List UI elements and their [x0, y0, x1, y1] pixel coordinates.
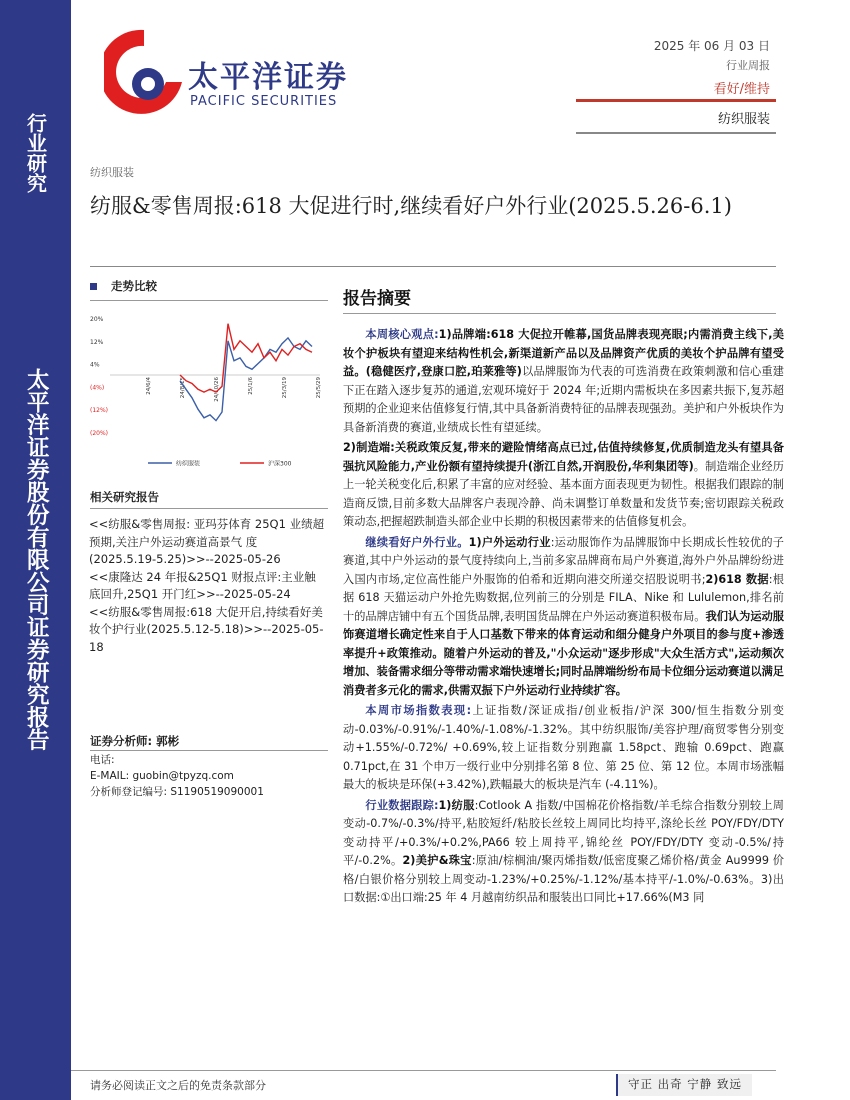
y-tick-label: (12%) [90, 407, 109, 415]
trend-heading-label: 走势比较 [111, 279, 157, 293]
y-tick-label: 4% [90, 361, 100, 369]
x-tick-label: 24/8/15 [180, 377, 186, 399]
left-sidebar [0, 0, 71, 1100]
logo-name-cn: 太平洋证券 [188, 60, 348, 95]
paragraph-outdoor [343, 534, 784, 701]
core-view-label: 本周核心观点: [365, 328, 439, 341]
x-tick-label: 25/3/19 [282, 377, 288, 399]
paragraph-data [343, 797, 784, 908]
outdoor-bold-3: 我们认为运动服饰赛道增长确定性来自于人口基数下带来的体育运动和细分健身户外项目的参与度+渗透率提升+政策推动。随着户外运动的普及,"小众运动"逐步形成"大众生活方式",运动频次增加、装备需求细分等带动需求端快速增长;同时品牌端纷纷布局卡位细分运动赛道以满足消费者多元化的需求,供需双振下户外运动行业持续扩容。 [343, 609, 784, 697]
title-divider [90, 266, 776, 267]
manufacturing-bold: 2)制造端:关税政策反复,带来的避险情绪高点已过,估值持续修复,优质制造龙头有望具备强抗风险能力,产业份额有望持续提升(浙江自然,开润股份,华利集团等) [343, 441, 784, 473]
square-bullet-icon [90, 283, 97, 290]
related-report-item[interactable]: <<纺服&零售周报: 亚玛芬体育 25Q1 业绩超预期,关注户外运动赛道高景气 度 (2025.5.19-5.25)>>--2025-05-26 [89, 517, 325, 566]
y-tick-label: (20%) [90, 430, 109, 437]
header-divider [576, 132, 776, 134]
paragraph-market [343, 702, 784, 795]
series-line [180, 338, 312, 421]
outdoor-bold-1: 1)户外运动行业 [468, 535, 551, 549]
x-tick-label: 24/10/26 [214, 377, 220, 402]
data-text-2: :原油/棕榈油/聚丙烯指数/低密度聚乙烯价格/黄金 Au9999 价格/白银价格分别较上周变动-1.23%/+0.25%/-1.12%/基本持平/-1.0%/-0.63%。3)出口数据:①出口端:25 年 4 月越南纺织品和服装出口同比+17.66%(M3 同 [343, 854, 784, 904]
y-tick-label: 20% [90, 316, 104, 323]
report-type: 行业周报 [726, 59, 770, 72]
related-report-item[interactable]: <<纺服&零售周报:618 大促开启,持续看好美妆个护行业(2025.5.12-5.18)>>--2025-05-18 [89, 604, 324, 654]
analyst-email[interactable]: E-MAIL: guobin@tpyzq.com [90, 770, 234, 782]
outdoor-bold-2: 2)618 数据 [705, 572, 769, 586]
analyst-info [90, 752, 264, 800]
related-divider [90, 508, 328, 509]
y-tick-label: 12% [90, 338, 104, 346]
paragraph-core-view [343, 326, 784, 437]
summary-body [343, 326, 784, 910]
footer-motto: 守正 出奇 宁静 致远 [616, 1074, 752, 1096]
summary-heading: 报告摘要 [343, 289, 411, 309]
series-line [180, 324, 312, 395]
report-date: 2025 年 06 月 03 日 [653, 39, 770, 53]
logo-name-en: PACIFIC SECURITIES [190, 94, 338, 109]
trend-divider [90, 300, 328, 301]
data-bold-2: 2)美护&珠宝 [402, 854, 472, 867]
legend-label: 纺织服装 [176, 460, 201, 468]
analyst-phone: 电话: [90, 754, 115, 766]
industry-rating: 看好/维持 [713, 82, 770, 97]
y-tick-label: (4%) [90, 384, 105, 392]
sidebar-category: 行业研究 [23, 113, 48, 193]
trend-heading [90, 278, 157, 294]
industry-name: 纺织服装 [717, 112, 770, 127]
analyst-divider [90, 750, 328, 751]
x-tick-label: 25/5/29 [316, 377, 322, 399]
data-bold-1: 1)纺服 [438, 798, 475, 812]
x-tick-label: 25/1/6 [248, 377, 254, 395]
section-tag: 纺织服装 [90, 166, 134, 179]
related-heading: 相关研究报告 [90, 490, 159, 504]
related-report-item[interactable]: <<康隆达 24 年报&25Q1 财报点评:主业触底回升,25Q1 开门红>>--2025-05-24 [89, 569, 316, 601]
data-label: 行业数据跟踪: [365, 798, 439, 812]
outdoor-text-1: :运动服饰作为品牌服饰中长期成长性较优的子赛道,其中户外运动的景气度持续向上,当前多家品牌商布局户外赛道,海外户外品牌纷纷进入国内市场,定位高性能户外服饰的伯希和近期向港交所递交招股说明书; [343, 535, 784, 586]
footer-disclaimer: 请务必阅读正文之后的免责条款部分 [90, 1079, 266, 1092]
market-text: 上证指数/深证成指/创业板指/沪深 300/恒生指数分别变动-0.03%/-0.91%/-1.40%/-1.08%/-1.32%。其中纺织服饰/美容护理/商贸零售分别变动+1.55%/-0.72%/ +0.69%,较上证指数分别跑赢 1.58pct、跑输 0.69pct、跑赢 0.71pct,在 31 个申万一级行业中分别排名第 8 位、第 25 位、第 12 位。本周市场涨幅最大的板块是环保(+3.42%),跌幅最大的板块是汽车 (-4.11%)。 [343, 704, 784, 791]
sidebar-organization: 太平洋证券股份有限公司证券研究报告 [23, 368, 50, 751]
rating-divider [576, 99, 776, 102]
manufacturing-text: 。制造端企业经历上一轮关税变化后,积累了丰富的应对经验、基本面方面表现更为韧性。根据我们跟踪的制造商反馈,目前多数大品牌客户表现冷静、尚未调整订单数量和发货节奏;密切跟踪关税政策动态,把握超跌制造头部企业中长期的积极因素带来的估值修复机会。 [343, 459, 784, 528]
report-title: 纺服&零售周报:618 大促进行时,继续看好户外行业(2025.5.26-6.1) [90, 194, 732, 218]
x-tick-label: 24/6/4 [146, 377, 152, 395]
data-text-1: :Cotlook A 指数/中国棉花价格指数/羊毛综合指数分别较上周变动-0.7%/-0.3%/持平,粘胶短纤/粘胶长丝较上周同比均持平,涤纶长丝 POY/FDY/DTY 变动持平/+0.3%/+0.2%,PA66 较上周持平,锦纶丝 POY/FDY/DTY 变动-0.5%/持平/-0.2%。 [343, 798, 784, 867]
outdoor-text-2: :根据 618 天猫运动户外抢先购数据,位列前三的分别是 FILA、Nike 和 Lululemon,排名前十的品牌店铺中有五个国货品牌,表明国货品牌在户外运动赛道积极布局。 [343, 572, 784, 623]
logo-emblem-icon [104, 22, 184, 122]
legend-label: 沪深300 [268, 460, 292, 468]
related-list [89, 516, 325, 656]
summary-divider [343, 313, 776, 314]
analyst-heading: 证券分析师: 郭彬 [90, 734, 180, 748]
core-view-brand-text: 以品牌服饰为代表的可选消费在政策刺激和信心重建下正在踏入逐步复苏的通道,宏观环境好于 2024 年;近期内需板块在多因素共振下,复苏超预期的企业迎来估值修复行情,其中具备新消费特征的品牌表现强劲。美护和户外板块作为具备新消费的赛道,业绩成长性有望延续。 [343, 365, 784, 434]
company-logo [104, 22, 184, 122]
footer-divider [71, 1070, 776, 1071]
outdoor-label: 继续看好户外行业。 [365, 535, 469, 549]
trend-chart [88, 306, 328, 478]
paragraph-manufacturing [343, 439, 784, 532]
core-view-brand: 1)品牌端:618 大促拉开帷幕,国货品牌表现亮眼;内需消费主线下,美妆个护板块有望迎来结构性机会,新渠道新产品以及品牌资产优质的美妆个护品牌有望受益。(稳健医疗,登康口腔,珀莱雅等) [343, 328, 784, 378]
market-label: 本周市场指数表现: [365, 704, 472, 717]
analyst-cert: 分析师登记编号: S1190519090001 [90, 786, 264, 798]
